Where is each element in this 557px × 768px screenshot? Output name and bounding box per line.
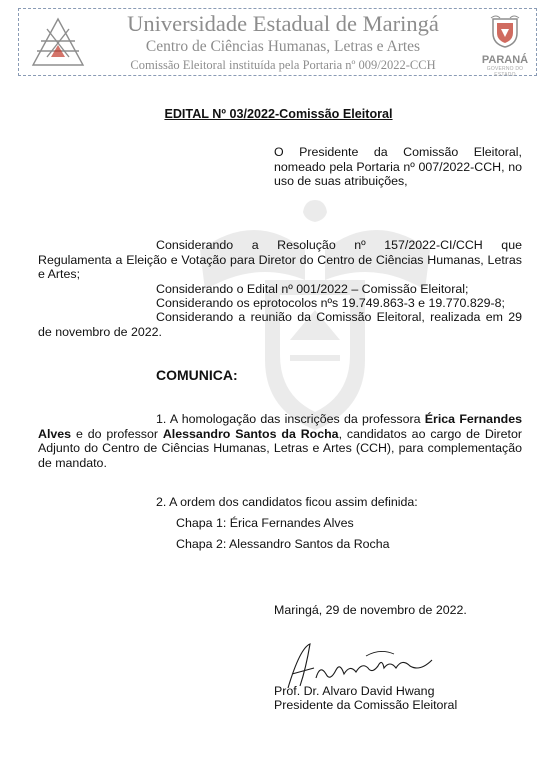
candidate-2-name: Alessandro Santos da Rocha [162,426,339,441]
university-name: Universidade Estadual de Maringá [127,11,439,36]
comunica-heading: COMUNICA: [156,367,238,383]
signer-name: Prof. Dr. Alvaro David Hwang [274,684,435,698]
signer-role: Presidente da Comissão Eleitoral [274,698,458,712]
item-1-text: 1. A homologação das inscrições da professora [156,412,425,426]
parana-shield-icon [488,13,522,49]
header-text [95,11,471,73]
chapa-2: Chapa 2: Alessandro Santos da Rocha [176,537,390,551]
edital-title: EDITAL Nº 03/2022-Comissão Eleitoral [164,107,393,121]
item-1-text: , candidatos ao cargo de Diretor Adjunto do Centro de Ciências Humanas, Letras e Artes (CCH), para complementação de mandato. [38,426,523,470]
item-1-paragraph [38,412,522,470]
date-line: Maringá, 29 de novembro de 2022. [274,603,467,617]
item-1-text: e do professor [71,426,163,441]
parana-logo [477,13,533,78]
parana-label: PARANÁ [481,54,529,66]
center-name: Centro de Ciências Humanas, Letras e Artes [145,38,421,55]
parana-sublabel: GOVERNO DO ESTADO [486,66,524,78]
candidate-1-name: Érica Fernandes Alves [38,412,522,441]
intro-paragraph: O Presidente da Comissão Eleitoral, nomeado pela Portaria nº 007/2022-CCH, no uso de suas atribuições, [274,145,522,188]
uem-logo-icon [27,15,89,71]
document-header [18,8,537,76]
chapa-1: Chapa 1: Érica Fernandes Alves [176,516,354,530]
commission-name: Comissão Eleitoral instituída pela Portaria nº 009/2022-CCH [130,58,436,72]
item-2-text: 2. A ordem dos candidatos ficou assim definida: [156,495,418,509]
considering-meeting: Considerando a reunião da Comissão Eleitoral, realizada em 29 de novembro de 2022. [38,310,522,339]
considering-eprotocolos: Considerando os eprotocolos nºs 19.749.863-3 e 19.770.829-8; [156,296,505,310]
considering-resolution: Considerando a Resolução nº 157/2022-CI/CCH que Regulamenta a Eleição e Votação para Diretor do Centro de Ciências Humanas, Letras e Artes; [38,238,522,281]
considering-edital: Considerando o Edital nº 001/2022 – Comissão Eleitoral; [156,282,469,296]
